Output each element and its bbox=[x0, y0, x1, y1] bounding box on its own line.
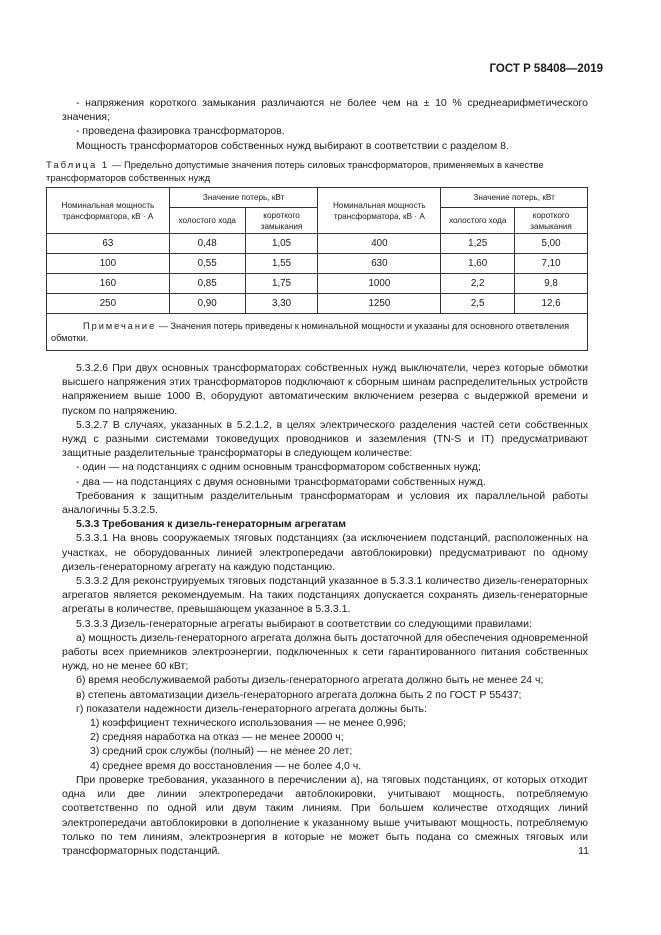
intro-item-phasing: - проведена фазировка трансформаторов. bbox=[76, 125, 285, 138]
table-cell: 1,60 bbox=[441, 254, 515, 274]
page-number: 11 bbox=[578, 845, 589, 857]
table-cell: 630 bbox=[318, 254, 441, 274]
table-cell: 2,2 bbox=[441, 274, 515, 294]
table-cell: 250 bbox=[47, 294, 170, 314]
table-caption bbox=[46, 160, 588, 185]
header-losses-left: Значение потерь, кВт bbox=[169, 188, 318, 208]
table-cell: 0,90 bbox=[169, 294, 245, 314]
clause-5-3-2-6: 5.3.2.6 При двух основных трансформаторах собственных нужд выключатели, через которые обмотки высшего напряжения этих трансформаторов подключают к сборным шинам распределительных устройств напряжением выше 1000 В, оборудуют автоматическим включением резерва с выдержкой времени и пуском по напряжению. bbox=[62, 362, 588, 417]
header-noload-right: холостого хода bbox=[441, 208, 515, 234]
table-row bbox=[47, 274, 588, 294]
section-heading-5-3-3: 5.3.3 Требования к дизель-генераторным агрегатам bbox=[76, 518, 347, 531]
rule-b: б) время необслуживаемой работы дизель-генераторного агрегата должно быть не менее 24 ч; bbox=[76, 674, 544, 687]
rule-v: в) степень автоматизации дизель-генераторного агрегата должна быть 2 по ГОСТ Р 55437; bbox=[76, 688, 522, 701]
clause-requirements: Требования к защитным разделительным трансформаторам и условия их параллельной работы аналогичны 5.3.2.5. bbox=[62, 489, 588, 517]
intro-block bbox=[62, 96, 588, 153]
table-cell: 160 bbox=[47, 274, 170, 294]
clause-5-3-3-1: 5.3.3.1 На вновь сооружаемых тяговых подстанциях (за исключением подстанций, расположенных на участках, не оборудованных линией электропередачи автоблокировки) предусматривают по одному дизель-генераторному агрегату на каждую подстанцию. bbox=[62, 532, 588, 573]
rule-g-item-2: 2) средняя наработка на отказ — не менее 20000 ч; bbox=[90, 731, 344, 744]
table-row bbox=[47, 234, 588, 254]
header-losses-right: Значение потерь, кВт bbox=[441, 188, 588, 208]
rule-g-item-1: 1) коэффициент технического использования — не менее 0,996; bbox=[90, 717, 406, 730]
table-header-row bbox=[47, 188, 588, 208]
losses-table bbox=[46, 187, 588, 351]
rule-g: г) показатели надежности дизель-генераторного агрегата должны быть: bbox=[76, 702, 427, 715]
intro-item-voltage: - напряжения короткого замыкания различаются не более чем на ± 10 % среднеарифметического значения; bbox=[62, 97, 588, 124]
section-body bbox=[62, 361, 588, 858]
header-noload-left: холостого хода bbox=[169, 208, 245, 234]
table-cell: 2,5 bbox=[441, 294, 515, 314]
clause-5-3-2-7: 5.3.2.7 В случаях, указанных в 5.2.1.2, в целях электрического разделения частей сети собственных нужд с разными системами токоведущих проводников и заземления (TN-S и IT) предусматривают защитные разделительные трансформаторы в следующем количестве: bbox=[62, 418, 588, 460]
clause-5-3-3-3: 5.3.3.3 Дизель-генераторные агрегаты выбирают в соответствии со следующими правилами: bbox=[76, 617, 532, 630]
table-cell: 1,25 bbox=[441, 234, 515, 254]
closing-paragraph: При проверке требования, указанного в перечислении а), на тяговых подстанциях, от которых отходит одна или две линии электропередачи автоблокировки, учитывают мощность, потребляемую соответственно по одной или двум таким линиям. При большем количестве отходящих линий электропередачи автоблокировки в дополнение к указанному выше учитывают мощность, потребляемую только по тем линиям, электроэнергия в которые не может быть подана со смежных тяговых или трансформаторных подстанций. bbox=[62, 773, 588, 857]
table-cell: 400 bbox=[318, 234, 441, 254]
list-item-two: - два — на подстанциях с двумя основными трансформаторами собственных нужд. bbox=[76, 475, 486, 488]
table-cell: 1,55 bbox=[245, 254, 318, 274]
table-cell: 0,85 bbox=[169, 274, 245, 294]
table-cell: 1000 bbox=[318, 274, 441, 294]
standard-code: ГОСТ Р 58408—2019 bbox=[489, 63, 603, 75]
table-cell: 12,6 bbox=[515, 294, 588, 314]
header-short-left: короткого замыкания bbox=[245, 208, 318, 234]
table-cell: 5,00 bbox=[515, 234, 588, 254]
table-caption-label: Таблица 1 bbox=[46, 160, 110, 171]
table-cell: 9,8 bbox=[515, 274, 588, 294]
table-note-label: Примечание bbox=[83, 320, 157, 331]
table-cell: 7,10 bbox=[515, 254, 588, 274]
table-note-text: — Значения потерь приведены к номинальной мощности и указаны для основного ответвления обмотки. bbox=[51, 320, 570, 343]
table-row bbox=[47, 254, 588, 274]
header-power-left: Номинальная мощность трансформатора, кВ · А bbox=[47, 188, 170, 234]
clause-5-3-3-2: 5.3.3.2 Для реконструируемых тяговых подстанций указанное в 5.3.3.1 количество дизель-генераторных агрегатов является рекомендуемым. На таких подстанциях допускается сохранять дизель-генераторные агрегаты в количестве, превышающем указанное в 5.3.3.1. bbox=[62, 575, 588, 616]
table-cell: 1,05 bbox=[245, 234, 318, 254]
list-item-one: - один — на подстанциях с одним основным трансформатором собственных нужд; bbox=[76, 461, 481, 474]
table-caption-text: — Предельно допустимые значения потерь силовых трансформаторов, применяемых в качестве трансформаторов собственных нужд bbox=[46, 160, 544, 184]
table-cell: 63 bbox=[47, 234, 170, 254]
header-power-right: Номинальная мощность трансформатора, кВ · А bbox=[318, 188, 441, 234]
table-cell: 0,48 bbox=[169, 234, 245, 254]
table-cell: 100 bbox=[47, 254, 170, 274]
table-cell: 1,75 bbox=[245, 274, 318, 294]
table-cell: 3,30 bbox=[245, 294, 318, 314]
table-row bbox=[47, 294, 588, 314]
rule-g-item-4: 4) среднее время до восстановления — не более 4,0 ч. bbox=[90, 759, 362, 772]
table-note-row bbox=[47, 314, 588, 351]
header-short-right: короткого замыкания bbox=[515, 208, 588, 234]
table-cell: 1250 bbox=[318, 294, 441, 314]
table-note bbox=[47, 314, 588, 351]
intro-power-paragraph: Мощность трансформаторов собственных нужд выбирают в соответствии с разделом 8. bbox=[76, 139, 509, 152]
rule-a: а) мощность дизель-генераторного агрегата должна быть достаточной для обеспечения одновременной работы всех приемников электроэнергии, подключенных к сети гарантированного питания собственных нужд, но не менее 60 кВт; bbox=[62, 631, 588, 673]
rule-g-item-3: 3) средний срок службы (полный) — не менее 20 лет; bbox=[90, 745, 353, 758]
table-cell: 0,55 bbox=[169, 254, 245, 274]
